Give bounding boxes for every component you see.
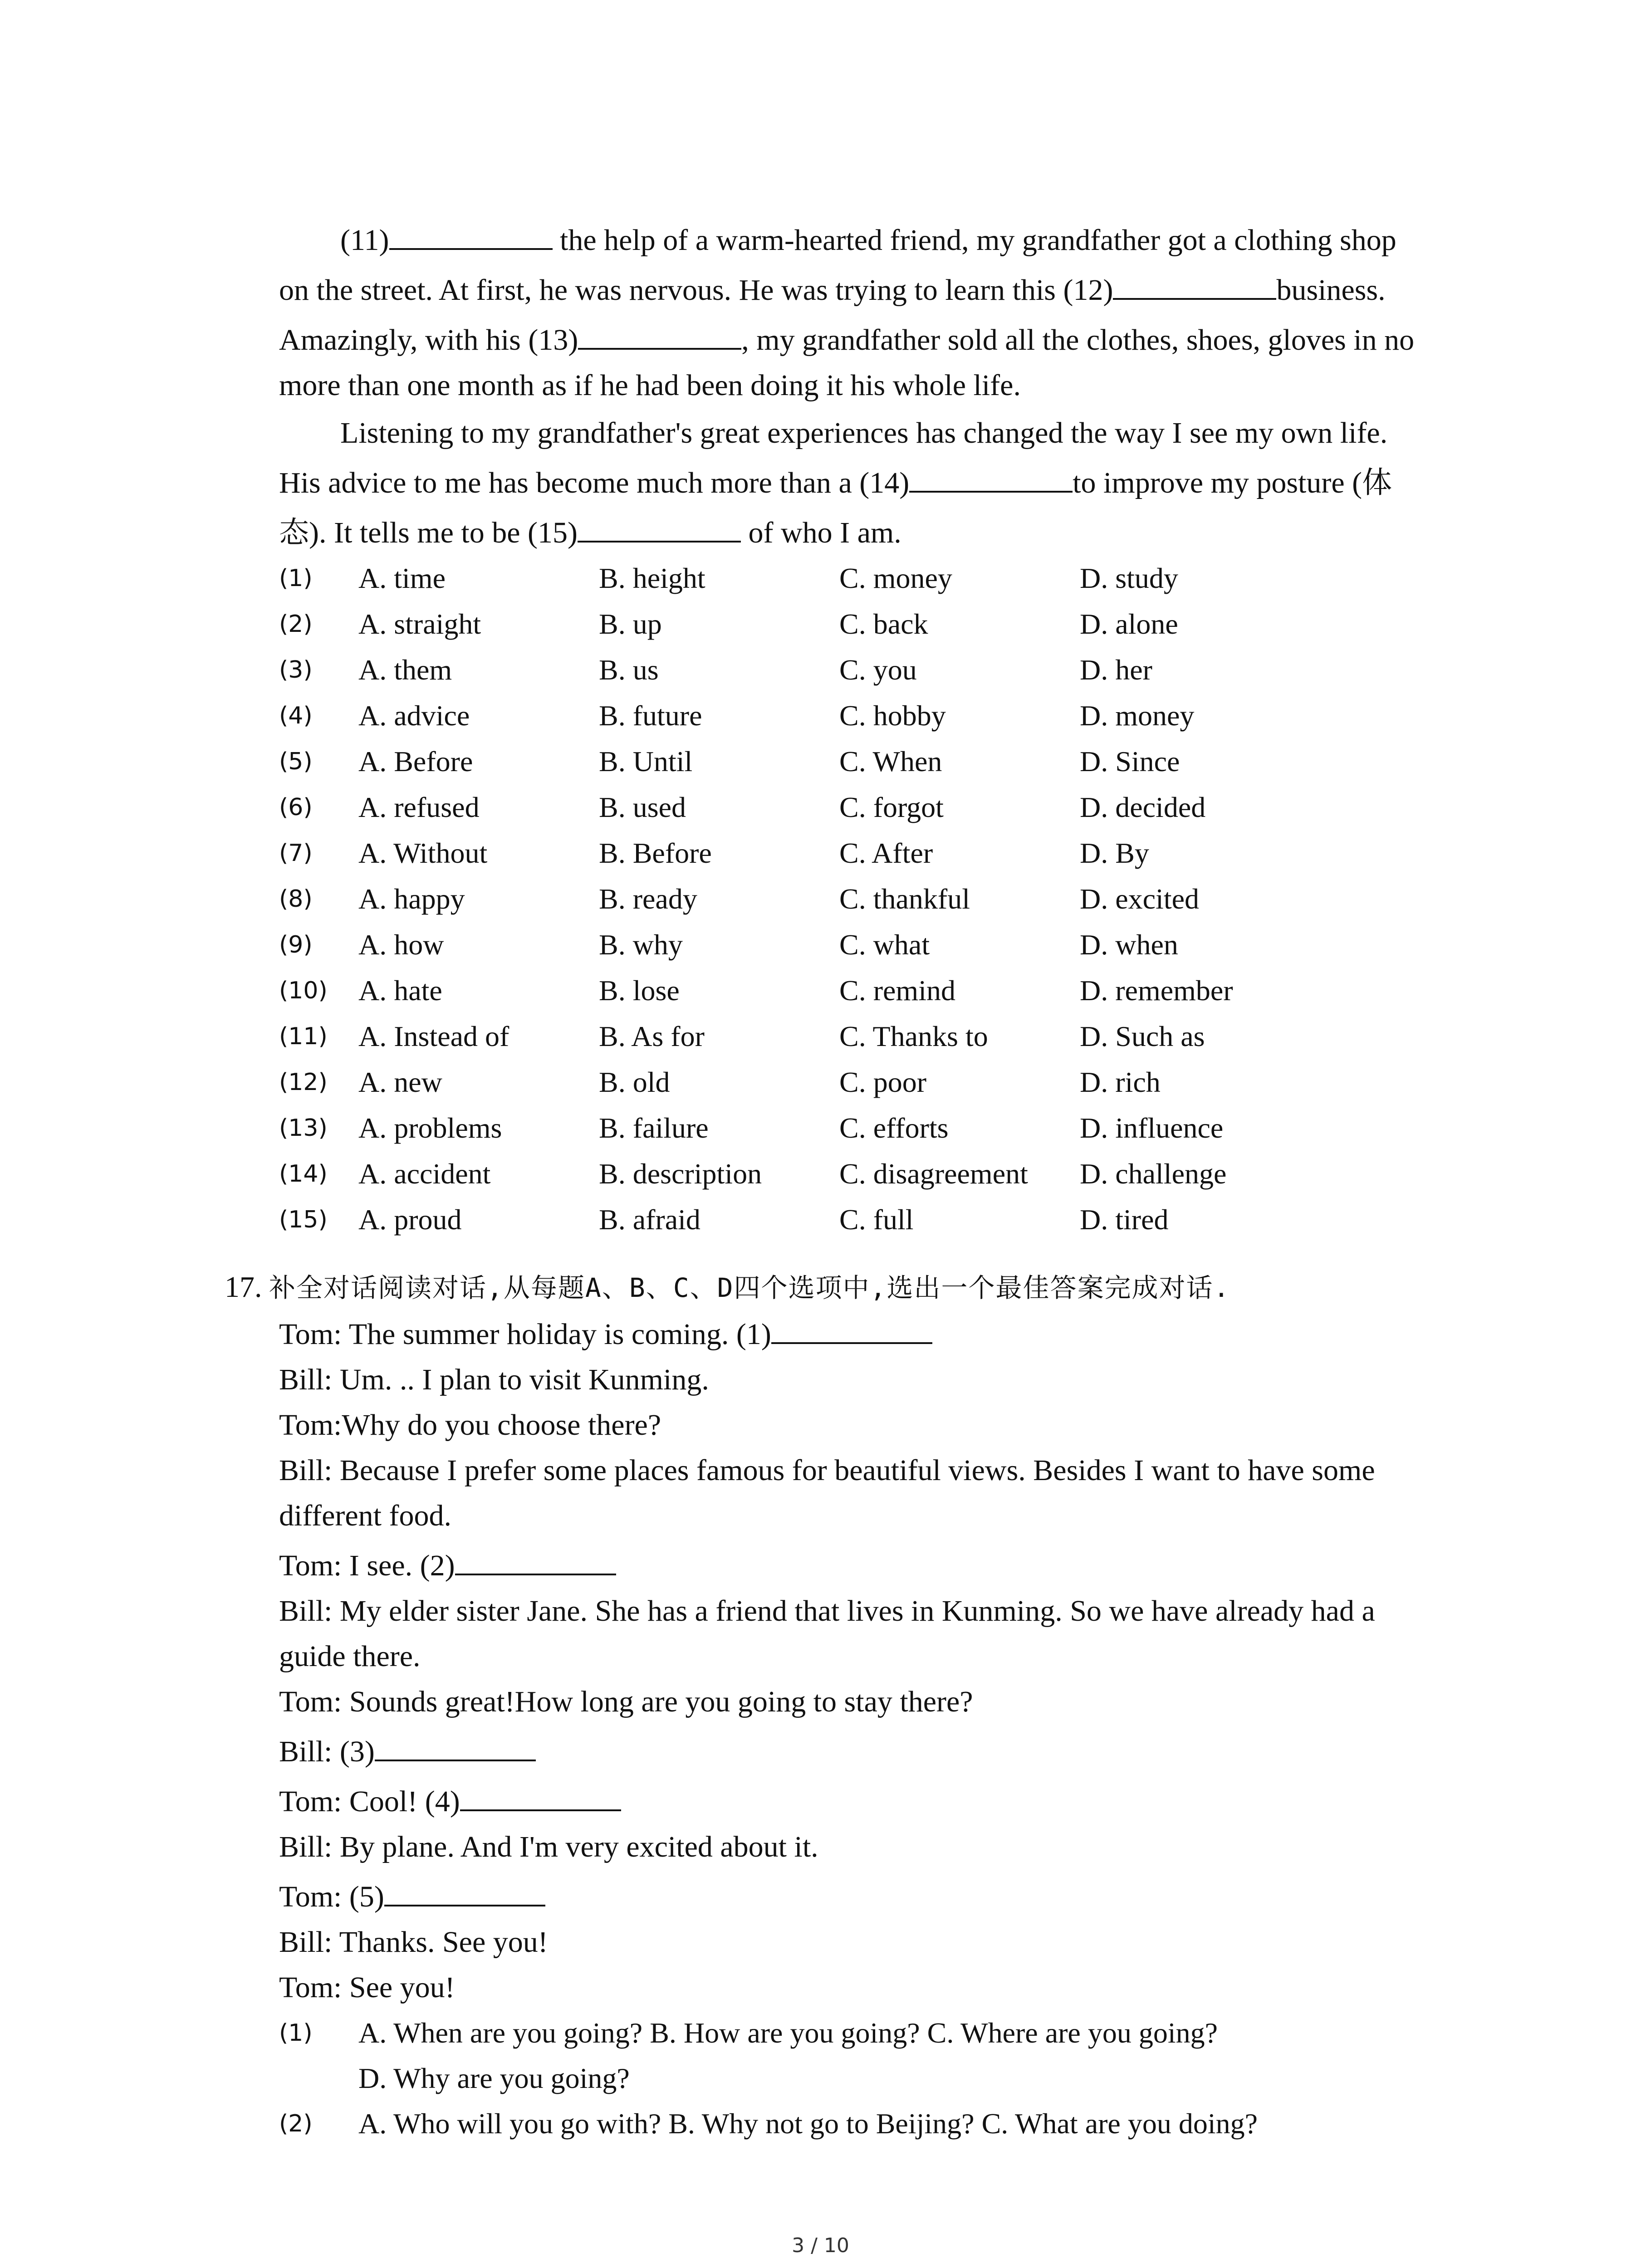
option-a: A. accident (358, 1158, 491, 1190)
option-c: C. After (839, 837, 933, 869)
option-number: (14) (279, 1160, 328, 1188)
option-d: D. Since (1080, 745, 1180, 777)
option-number: (1) (279, 2019, 313, 2047)
passage-text: more than one month as if he had been doing it his whole life. (279, 369, 1021, 402)
option-number: (4) (279, 702, 313, 729)
option-a: A. hate (358, 974, 442, 1007)
passage-line (279, 315, 1440, 365)
option-d: D. Such as (1080, 1020, 1205, 1052)
passage-text: business. (1276, 274, 1386, 307)
dialogue-text: Tom: The summer holiday is coming. (1) (279, 1318, 771, 1351)
option-a: A. Without (358, 837, 488, 869)
dialogue-text: Tom: I see. (2) (279, 1549, 455, 1582)
dialogue-text: Bill: (3) (279, 1735, 375, 1768)
answer-blank (460, 1782, 621, 1811)
option-a: A. Before (358, 745, 473, 777)
option-d: D. By (1080, 837, 1149, 869)
option-a: A. time (358, 562, 446, 594)
dialogue-text: Tom: Cool! (4) (279, 1785, 460, 1818)
dialogue-line (279, 1824, 1440, 1870)
passage-line (279, 361, 1440, 411)
option-text: D. Why are you going? (358, 2062, 630, 2094)
option-c: C. When (839, 745, 942, 777)
option-c: C. what (839, 929, 930, 961)
option-number: (5) (279, 748, 313, 775)
dialogue-line (279, 1493, 1440, 1539)
answer-blank (909, 464, 1073, 493)
option-a: A. proud (358, 1203, 462, 1236)
option-d: D. when (1080, 929, 1178, 961)
option-number: (1) (279, 565, 313, 592)
question-instruction: 补全对话阅读对话,从每题A、B、C、D四个选项中,选出一个最佳答案完成对话. (269, 1272, 1230, 1303)
passage-text: the help of a warm-hearted friend, my grandfather got a clothing shop (552, 224, 1396, 257)
option-text: A. Who will you go with? B. Why not go to Beijing? C. What are you doing? (358, 2107, 1258, 2140)
option-c: C. Thanks to (839, 1020, 988, 1052)
option-b: B. old (599, 1066, 670, 1098)
dialogue-text: Bill: Because I prefer some places famous for beautiful views. Besides I want to have some (279, 1454, 1375, 1487)
option-a: A. new (358, 1066, 442, 1098)
blank-number: (11) (340, 224, 389, 257)
option-b: B. us (599, 654, 659, 686)
option-d: D. tired (1080, 1203, 1169, 1236)
passage-text: His advice to me has become much more than a (14) (279, 466, 910, 499)
option-number: (3) (279, 656, 313, 684)
option-b: B. height (599, 562, 705, 594)
passage-line (279, 215, 1440, 265)
question-17-heading (225, 1265, 1230, 1310)
answer-blank (384, 1877, 545, 1906)
option-d: D. rich (1080, 1066, 1161, 1098)
passage-text: 态). It tells me to be (15) (279, 516, 578, 549)
dialogue-line (279, 1403, 1440, 1448)
option-a: A. refused (358, 791, 480, 823)
dialogue-line (279, 1920, 1440, 1965)
passage-line (279, 265, 1440, 315)
answer-blank (578, 321, 741, 350)
dialogue-text: different food. (279, 1499, 451, 1532)
dialogue-line (279, 1634, 1440, 1679)
option-d: D. her (1080, 654, 1152, 686)
option-a: A. problems (358, 1112, 502, 1144)
option-number: (15) (279, 1206, 328, 1233)
option-d: D. challenge (1080, 1158, 1227, 1190)
dialogue-line (279, 1357, 1440, 1403)
page-number: 3 / 10 (792, 2234, 849, 2257)
dialogue-line (279, 1589, 1440, 1634)
option-c: C. disagreement (839, 1158, 1028, 1190)
answer-blank (1113, 271, 1276, 300)
passage-text: Listening to my grandfather's great experiences has changed the way I see my own life. (340, 416, 1388, 450)
option-c: C. hobby (839, 699, 946, 732)
option-c: C. back (839, 608, 928, 640)
answer-blank (771, 1315, 932, 1344)
passage-text: , my grandfather sold all the clothes, shoes, gloves in no (741, 323, 1415, 357)
dialogue-line (279, 1965, 1440, 2010)
passage-text: on the street. At first, he was nervous. He was trying to learn this (12) (279, 274, 1113, 307)
option-b: B. up (599, 608, 662, 640)
option-b: B. afraid (599, 1203, 700, 1236)
option-a: A. them (358, 654, 452, 686)
dialogue-line (279, 1448, 1440, 1493)
dialogue-line (279, 1779, 1440, 1824)
answer-blank (455, 1546, 616, 1575)
passage-text: of who I am. (741, 516, 901, 549)
option-d: D. decided (1080, 791, 1206, 823)
dialogue-text: Bill: Thanks. See you! (279, 1926, 548, 1959)
option-b: B. Before (599, 837, 712, 869)
option-c: C. remind (839, 974, 955, 1007)
dialogue-text: Tom: (5) (279, 1880, 384, 1913)
option-number: (10) (279, 977, 328, 1004)
option-b: B. failure (599, 1112, 709, 1144)
option-c: C. efforts (839, 1112, 949, 1144)
dialogue-text: Tom: Sounds great!How long are you going to stay there? (279, 1685, 973, 1718)
option-a: A. Instead of (358, 1020, 509, 1052)
dialogue-text: Bill: By plane. And I'm very excited about it. (279, 1830, 818, 1863)
option-b: B. why (599, 929, 683, 961)
dialogue-text: guide there. (279, 1640, 421, 1673)
answer-blank (375, 1732, 536, 1761)
option-c: C. thankful (839, 883, 970, 915)
option-number: (2) (279, 611, 313, 638)
option-text: A. When are you going? B. How are you going? C. Where are you going? (358, 2017, 1218, 2049)
option-number: (9) (279, 931, 313, 958)
dialogue-line (279, 1312, 1440, 1357)
option-c: C. money (839, 562, 952, 594)
dialogue-line (279, 1874, 1440, 1920)
option-d: D. influence (1080, 1112, 1224, 1144)
passage-line (279, 458, 1440, 508)
dialogue-line (279, 1679, 1440, 1725)
option-c: C. full (839, 1203, 914, 1236)
dialogue-text: Bill: Um. .. I plan to visit Kunming. (279, 1363, 709, 1396)
option-number: (8) (279, 885, 313, 913)
option-a: A. straight (358, 608, 481, 640)
passage-text: Amazingly, with his (13) (279, 323, 578, 357)
option-b: B. lose (599, 974, 680, 1007)
option-a: A. happy (358, 883, 465, 915)
passage-line (279, 508, 1440, 558)
option-number: (12) (279, 1069, 328, 1096)
option-number: (2) (279, 2110, 313, 2137)
option-d: D. study (1080, 562, 1178, 594)
option-c: C. you (839, 654, 917, 686)
option-b: B. description (599, 1158, 762, 1190)
option-number: (11) (279, 1023, 328, 1050)
dialogue-line (279, 1729, 1440, 1774)
option-number: (13) (279, 1114, 328, 1142)
option-a: A. advice (358, 699, 470, 732)
option-number: (6) (279, 794, 313, 821)
option-c: C. forgot (839, 791, 944, 823)
dialogue-text: Bill: My elder sister Jane. She has a friend that lives in Kunming. So we have already had a (279, 1594, 1375, 1628)
option-c: C. poor (839, 1066, 926, 1098)
answer-blank (578, 513, 741, 543)
dialogue-line (279, 1543, 1440, 1589)
dialogue-text: Tom:Why do you choose there? (279, 1408, 661, 1442)
option-b: B. As for (599, 1020, 705, 1052)
passage-text: to improve my posture (体 (1073, 466, 1392, 499)
option-b: B. used (599, 791, 686, 823)
option-d: D. remember (1080, 974, 1233, 1007)
option-a: A. how (358, 929, 444, 961)
dialogue-text: Tom: See you! (279, 1971, 455, 2004)
option-d: D. money (1080, 699, 1195, 732)
passage-line (279, 408, 1440, 458)
option-b: B. ready (599, 883, 697, 915)
option-d: D. excited (1080, 883, 1199, 915)
option-d: D. alone (1080, 608, 1178, 640)
question-number: 17. (225, 1271, 262, 1304)
option-number: (7) (279, 840, 313, 867)
option-b: B. future (599, 699, 702, 732)
answer-blank (389, 221, 553, 250)
option-b: B. Until (599, 745, 693, 777)
